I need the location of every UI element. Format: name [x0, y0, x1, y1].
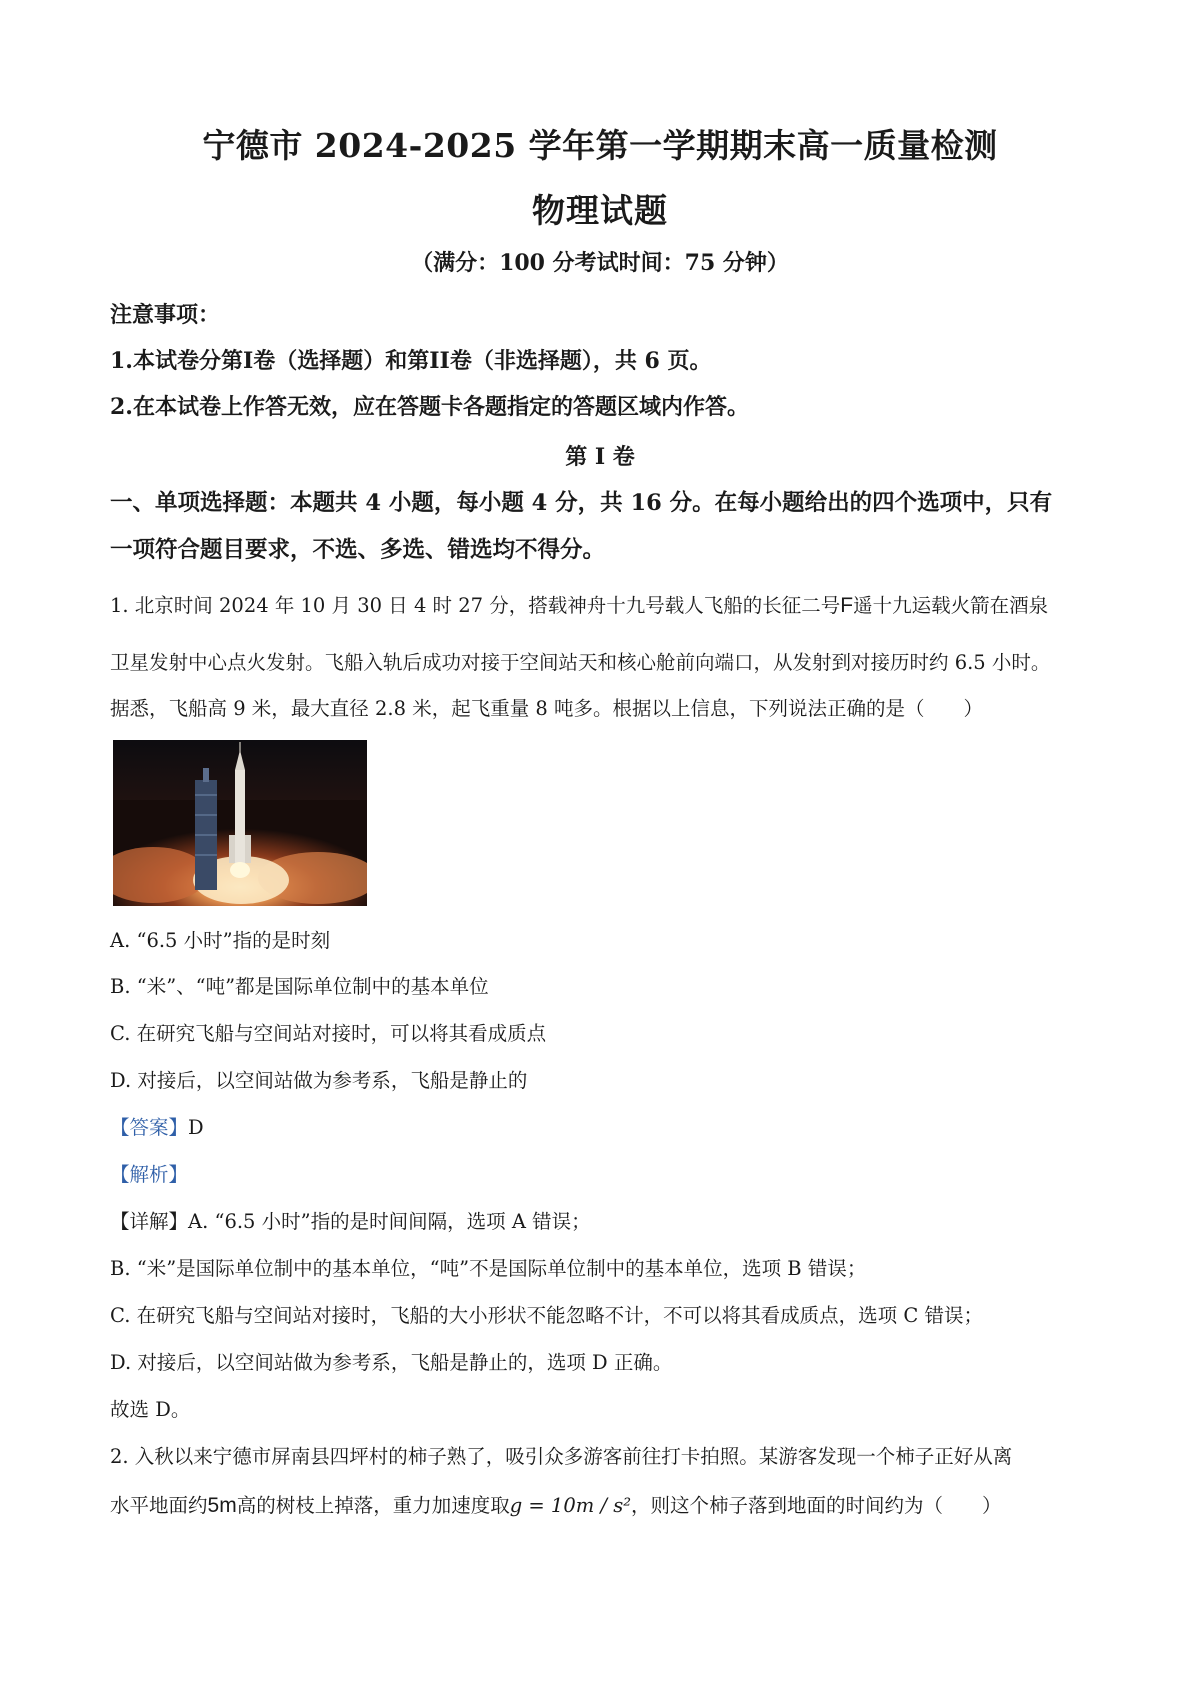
q2-text-c: ，则这个柿子落到地面的时间约为（ ）: [631, 1494, 1002, 1517]
q1-stem-line-2: 卫星发射中心点火发射。飞船入轨后成功对接于空间站天和核心舱前向端口，从发射到对接历时约 6.5 小时。: [110, 651, 1051, 674]
q1-option-a: A. “6.5 小时”指的是时刻: [110, 929, 331, 952]
answer-tag: 【答案】: [110, 1116, 189, 1139]
volume-heading: 第 I 卷: [565, 444, 635, 470]
section-intro-line-1: 一、单项选择题：本题共 4 小题，每小题 4 分，共 16 分。在每小题给出的四个选项中，只有: [110, 490, 1053, 516]
q1-stem-line-3: 据悉，飞船高 9 米，最大直径 2.8 米，起飞重量 8 吨多。根据以上信息，下列说法正确的是（ ）: [110, 697, 984, 720]
answer-value: D: [188, 1116, 204, 1139]
detail-conclusion: 故选 D。: [110, 1398, 191, 1421]
detail-line-4: D. 对接后，以空间站做为参考系，飞船是静止的，选项 D 正确。: [110, 1351, 673, 1374]
q2-text-b: 高的树枝上掉落，重力加速度取: [236, 1494, 510, 1517]
q1-option-c: C. 在研究飞船与空间站对接时，可以将其看成质点: [110, 1022, 547, 1045]
q1-option-d: D. 对接后，以空间站做为参考系，飞船是静止的: [110, 1069, 528, 1092]
notice-heading: 注意事项：: [110, 302, 221, 328]
notice-item-1: 1.本试卷分第I卷（选择题）和第II卷（非选择题），共 6 页。: [110, 348, 712, 374]
detail-line-1: 【详解】A. “6.5 小时”指的是时间间隔，选项 A 错误；: [110, 1210, 591, 1233]
analysis-tag: 【解析】: [110, 1163, 189, 1186]
q1-stem-text-b: 遥十九运载火箭在酒泉: [853, 594, 1049, 617]
section-intro-line-2: 一项符合题目要求，不选、多选、错选均不得分。: [110, 537, 606, 563]
q1-stem-f: F: [840, 594, 854, 617]
q1-option-b: B. “米”、“吨”都是国际单位制中的基本单位: [110, 975, 489, 998]
notice-item-2: 2.在本试卷上作答无效，应在答题卡各题指定的答题区域内作答。: [110, 394, 749, 420]
q1-answer: [110, 1112, 204, 1140]
q1-stem-line-1: [110, 590, 1048, 618]
detail-line-2: B. “米”是国际单位制中的基本单位，“吨”不是国际单位制中的基本单位，选项 B 错误；: [110, 1257, 867, 1280]
rocket-launch-image: [113, 740, 367, 906]
detail-line-3: C. 在研究飞船与空间站对接时，飞船的大小形状不能忽略不计，不可以将其看成质点，选项 C 错误；: [110, 1304, 983, 1327]
rocket-launch-photo: [113, 740, 367, 906]
subject-title: 物理试题: [532, 191, 668, 230]
exam-title: 宁德市 2024-2025 学年第一学期期末高一质量检测: [202, 126, 998, 165]
q2-text-a: 水平地面约: [110, 1494, 208, 1517]
q2-gravity-formula: g = 10m / s²: [509, 1494, 632, 1517]
q2-stem-line-2: [110, 1490, 1002, 1518]
exam-info: （满分：100 分考试时间：75 分钟）: [411, 250, 789, 276]
q2-stem-line-1: 2. 入秋以来宁德市屏南县四坪村的柿子熟了，吸引众多游客前往打卡拍照。某游客发现一个柿子正好从离: [110, 1445, 1013, 1468]
q1-stem-text-a: 1. 北京时间 2024 年 10 月 30 日 4 时 27 分，搭载神舟十九号载人飞船的长征二号: [110, 594, 841, 617]
q2-height-value: 5m: [207, 1494, 237, 1517]
